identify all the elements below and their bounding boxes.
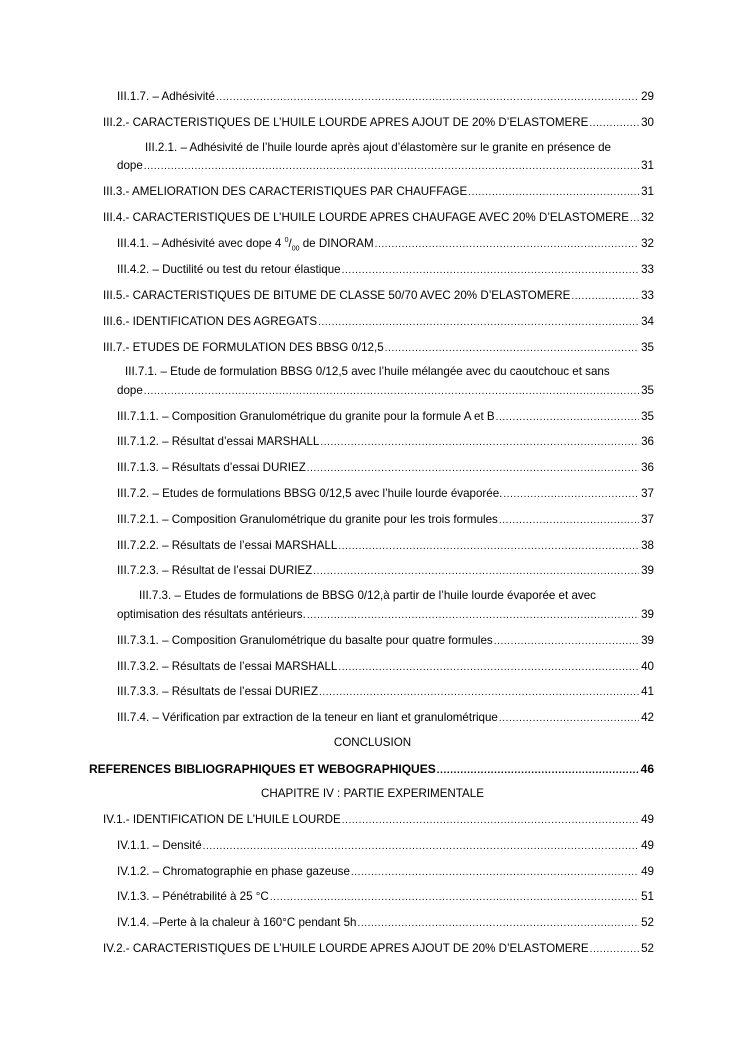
toc-entry[interactable] — [117, 236, 654, 252]
toc-entry[interactable] — [117, 684, 654, 700]
toc-entry-page: 39 — [641, 634, 654, 647]
toc-entry-label: III.7.1.3. – Résultats d’essai DURIEZ — [117, 461, 306, 474]
toc-entry-label: REFERENCES BIBLIOGRAPHIQUES ET WEBOGRAPHIQUES — [89, 762, 436, 776]
toc-entry[interactable] — [103, 288, 654, 304]
toc-entry[interactable] — [117, 915, 654, 931]
toc-entry-page: 36 — [641, 435, 654, 448]
toc-entry-page: 51 — [641, 890, 654, 903]
dot-leader — [351, 865, 639, 881]
toc-entry-page: 32 — [641, 237, 654, 250]
toc-entry[interactable] — [117, 563, 654, 579]
toc-entry[interactable] — [117, 460, 654, 476]
toc-entry[interactable] — [117, 607, 654, 623]
toc-entry[interactable] — [103, 941, 654, 957]
toc-entry[interactable] — [117, 512, 654, 528]
toc-entry-label: III.7.2.2. – Résultats de l’essai MARSHALL — [117, 539, 338, 552]
toc-entry-label: III.4.- CARACTERISTIQUES DE L’HUILE LOURDE APRES CHAUFAGE AVEC 20% D’ELASTOMERE — [103, 211, 629, 224]
toc-entry-label — [117, 236, 374, 252]
toc-entry-label: III.7.1.1. – Composition Granulométrique du granite pour la formule A et B — [117, 410, 495, 423]
dot-leader — [319, 685, 639, 701]
dot-leader — [318, 315, 639, 331]
toc-entry-references[interactable] — [89, 761, 654, 777]
toc-entry-label: III.1.7. – Adhésivité — [117, 90, 215, 103]
toc-entry[interactable] — [117, 538, 654, 554]
toc-entry-label: III.7.2.3. – Résultat de l’essai DURIEZ — [117, 564, 313, 577]
toc-entry[interactable] — [117, 889, 654, 905]
toc-entry-page: 38 — [641, 539, 654, 552]
toc-entry-label: IV.1.- IDENTIFICATION DE L’HUILE LOURDE — [103, 813, 341, 826]
toc-entry[interactable] — [117, 434, 654, 450]
toc-entry-label: III.7.4. – Vérification par extraction de la teneur en liant et granulométrique — [117, 711, 498, 724]
toc-entry-label: IV.1.3. – Pénétrabilité à 25 °C — [117, 890, 269, 903]
toc-entry-page: 37 — [641, 487, 654, 500]
dot-leader — [571, 289, 639, 305]
dot-leader — [437, 763, 639, 779]
toc-entry[interactable] — [117, 89, 654, 105]
per-mille-slash: / — [288, 237, 292, 250]
toc-entry-label: III.2.- CARACTERISTIQUES DE L’HUILE LOURDE APRES AJOUT DE 20% D’ELASTOMERE — [103, 116, 589, 129]
toc-entry-label: III.3.- AMELIORATION DES CARACTERISTIQUES PAR CHAUFFAGE — [103, 185, 468, 198]
toc-entry-page: 42 — [641, 711, 654, 724]
per-mille-sup: 0 — [284, 237, 289, 245]
toc-entry-page: 37 — [641, 513, 654, 526]
toc-entry[interactable] — [103, 812, 654, 828]
toc-entry-label: III.5.- CARACTERISTIQUES DE BITUME DE CLASSE 50/70 AVEC 20% D’ELASTOMERE — [103, 289, 571, 302]
toc-entry-page: 31 — [641, 185, 654, 198]
toc-entry-page: 39 — [641, 608, 654, 621]
toc-entry-label: III.7.3.1. – Composition Granulométrique du basalte pour quatre formules — [117, 634, 493, 647]
dot-leader — [216, 90, 639, 106]
toc-entry-label-line1[interactable]: III.7.1. – Etude de formulation BBSG 0/12,5 avec l’huile mélangée avec du caoutchouc et sans — [125, 365, 610, 378]
toc-entry-page: 49 — [641, 839, 654, 852]
dot-leader — [270, 890, 639, 906]
toc-entry[interactable] — [117, 659, 654, 675]
toc-entry-page: 29 — [641, 90, 654, 103]
dot-leader — [203, 839, 639, 855]
toc-entry[interactable] — [117, 158, 654, 174]
chapter-heading[interactable]: CHAPITRE IV : PARTIE EXPERIMENTALE — [261, 787, 484, 800]
toc-entry-page: 52 — [641, 942, 654, 955]
toc-entry-page: 41 — [641, 685, 654, 698]
dot-leader — [496, 410, 639, 426]
toc-entry-page: 36 — [641, 461, 654, 474]
dot-leader — [313, 564, 639, 580]
toc-entry-page: 52 — [641, 916, 654, 929]
toc-entry[interactable] — [117, 383, 654, 399]
toc-entry-page: 31 — [641, 159, 654, 172]
toc-entry[interactable] — [117, 838, 654, 854]
toc-entry-label: IV.1.2. – Chromatographie en phase gazeuse — [117, 865, 350, 878]
toc-entry-page: 39 — [641, 564, 654, 577]
dot-leader — [338, 660, 639, 676]
dot-leader — [342, 263, 639, 279]
label-prefix: III.4.1. – Adhésivité avec dope 4 — [117, 237, 285, 250]
toc-entry-page: 33 — [641, 289, 654, 302]
toc-entry-label-line2: optimisation des résultats antérieurs. — [117, 608, 306, 621]
toc-entry-label: III.7.2. – Etudes de formulations BBSG 0/12,5 avec l’huile lourde évaporée. — [117, 487, 503, 500]
dot-leader — [144, 159, 639, 175]
toc-entry-page: 49 — [641, 813, 654, 826]
toc-entry-page: 34 — [641, 315, 654, 328]
per-mille-sub: 00 — [291, 245, 300, 253]
dot-leader — [499, 513, 639, 529]
toc-entry-label: III.7.3.3. – Résultats de l’essai DURIEZ — [117, 685, 319, 698]
label-suffix: de DINORAM — [299, 237, 374, 250]
toc-entry-page: 35 — [641, 384, 654, 397]
dot-leader — [307, 608, 639, 624]
toc-entry-label-line2: dope — [117, 159, 143, 172]
toc-entry[interactable] — [117, 409, 654, 425]
toc-entry-label: III.6.- IDENTIFICATION DES AGREGATS — [103, 315, 318, 328]
toc-entry-label: IV.2.- CARACTERISTIQUES DE L’HUILE LOURDE APRES AJOUT DE 20% D’ELASTOMERE — [103, 942, 589, 955]
toc-entry[interactable] — [103, 115, 654, 131]
dot-leader — [307, 461, 639, 477]
dot-leader — [357, 916, 639, 932]
dot-leader — [630, 211, 639, 227]
toc-entry[interactable] — [103, 210, 654, 226]
toc-entry[interactable] — [103, 340, 654, 356]
dot-leader — [499, 711, 639, 727]
toc-entry[interactable] — [103, 314, 654, 330]
toc-entry-label: III.7.3.2. – Résultats de l’essai MARSHALL — [117, 660, 338, 673]
dot-leader — [494, 634, 639, 650]
toc-entry-label: III.7.2.1. – Composition Granulométrique du granite pour les trois formules — [117, 513, 498, 526]
dot-leader — [144, 384, 639, 400]
dot-leader — [375, 237, 639, 253]
toc-entry[interactable] — [103, 184, 654, 200]
toc-entry-page: 30 — [641, 116, 654, 129]
toc-entry-page: 49 — [641, 865, 654, 878]
toc-entry[interactable] — [117, 633, 654, 649]
toc-entry-label-line2: dope — [117, 384, 143, 397]
dot-leader — [338, 539, 639, 555]
toc-entry[interactable] — [117, 864, 654, 880]
toc-entry[interactable] — [117, 710, 654, 726]
dot-leader — [468, 185, 639, 201]
toc-entry-page: 46 — [640, 762, 654, 776]
dot-leader — [385, 341, 639, 357]
toc-entry[interactable] — [117, 486, 654, 502]
conclusion-heading[interactable]: CONCLUSION — [333, 736, 412, 749]
dot-leader — [320, 435, 639, 451]
dot-leader — [342, 813, 639, 829]
toc-entry-label-line1[interactable]: III.7.3. – Etudes de formulations de BBSG 0/12,à partir de l’huile lourde évaporée et avec — [139, 589, 596, 602]
toc-entry-page: 32 — [641, 211, 654, 224]
toc-entry-label: III.4.2. – Ductilité ou test du retour élastique — [117, 263, 341, 276]
toc-entry-label-line1[interactable]: III.2.1. – Adhésivité de l’huile lourde après ajout d’élastomère sur le granite en présence de — [145, 141, 611, 154]
toc-entry[interactable] — [117, 262, 654, 278]
toc-entry-page: 33 — [641, 263, 654, 276]
dot-leader — [589, 116, 639, 132]
toc-entry-label: III.7.- ETUDES DE FORMULATION DES BBSG 0/12,5 — [103, 341, 384, 354]
toc-entry-label: IV.1.4. –Perte à la chaleur à 160°C pendant 5h — [117, 916, 357, 929]
toc-entry-page: 40 — [641, 660, 654, 673]
toc-entry-label: III.7.1.2. – Résultat d’essai MARSHALL — [117, 435, 320, 448]
toc-entry-page: 35 — [641, 341, 654, 354]
dot-leader — [590, 942, 640, 958]
toc-entry-page: 35 — [641, 410, 654, 423]
toc-entry-label: IV.1.1. – Densité — [117, 839, 202, 852]
dot-leader — [503, 487, 639, 503]
